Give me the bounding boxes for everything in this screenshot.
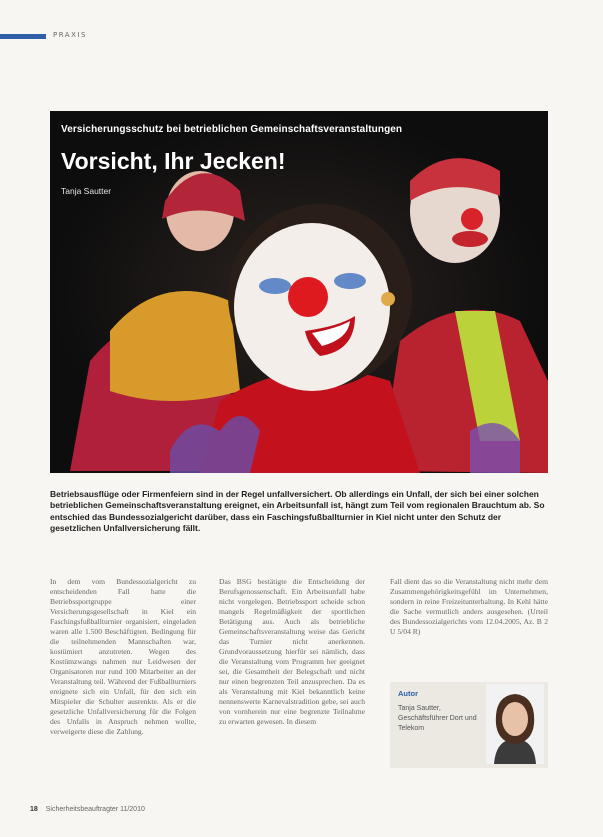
section-label: PRAXIS (53, 31, 87, 39)
author-photo (486, 684, 544, 764)
author-box (390, 682, 548, 768)
author-box-name: Tanja Sautter, Geschäftsführer Dort und Telekom (398, 705, 477, 732)
column-1-text: In dem vom Bundessozialgericht zu entscheidenden Fall hatte die Betriebssportgruppe einer Versicherungsgesellschaft in Kiel ein Faschingsfußballturnier organisiert, eingeladen waren alle 1.500 Beschäftigten. Bedingung für die teilnehmenden Mannschaften war, kostümiert anzutreten. Wegen des Kostümzwangs nahmen nur Leidwesen der Organisatoren nur rund 100 Mitarbeiter an der Veranstaltung teil. Während der Fußballturniers ereignete sich ein Unfall, für den sich ein Mitspieler die Schulter ausrenkte. Als er die gesetzliche Unfallversicherung für die Folgen des Unfalls in Anspruch nehmen wollte, verweigerte diese die Zahlung. (50, 577, 196, 736)
column-2 (219, 577, 365, 727)
author-box-title: Autor (398, 689, 418, 698)
page-number: 18 (30, 806, 38, 813)
lead-paragraph (50, 489, 548, 535)
publication-name: Sicherheitsbeauftragter 11/2010 (45, 806, 145, 813)
section-bar (0, 34, 46, 39)
column-2-text: Das BSG bestätigte die Entscheidung der Berufsgenossenschaft. Ein Arbeitsunfall habe nicht vorgelegen. Betriebssport scheide schon mangels Regelmäßigkeit der sportlichen Betätigung aus. Auch als betriebliche Gemeinschaftsveranstaltung weise das Gericht das Turnier nicht anerkennen. Grundvoraussetzung hierfür sei nämlich, dass die Veranstaltung vom Programm her geeignet sei, die Gesamtheit der Belegschaft und nicht nur einen begrenzten Teil anzusprechen. Da es als Veranstaltung mit Kiel bekanntlich keine nennenswerte Karnevalstradition gebe, sei auch von vornherein nur eine begrenzte Teilnahme zu erwarten gewesen. In diesem (219, 577, 365, 726)
column-3-text: Fall dient das so die Veranstaltung nicht mehr dem Zusammengehörigkeitsgefühl im Unternehmen, sondern in reine Freizeitunterhaltung. In Kehl hätte die Sache vermutlich anders ausgesehen. (Urteil des Bundessozialgerichts vom 12.04.2005, Az. B 2 U 5/04 R) (390, 577, 548, 636)
author-portrait (486, 684, 544, 764)
column-3 (390, 577, 548, 637)
headline: Vorsicht, Ihr Jecken! (61, 148, 286, 174)
author: Tanja Sautter (61, 186, 112, 196)
kicker: Versicherungsschutz bei betrieblichen Gemeinschaftsveranstaltungen (61, 124, 403, 135)
lead-text: Betriebsausflüge oder Firmenfeiern sind in der Regel unfallversichert. Ob allerdings ein Unfall, der sich bei einer solchen betrieblichen Gemeinschaftsveranstaltung ereignet, ein Arbeitsunfall ist, hängt zum Teil vom regionalen Brauchtum ab. So entschied das Bundessozialgericht darüber, dass ein Faschingsfußballturnier in Kiel nicht unter den Schutz der gesetzlichen Unfallversicherung fällt. (50, 489, 545, 534)
column-1 (50, 577, 196, 737)
footer (30, 806, 145, 813)
hero-image (50, 111, 548, 473)
